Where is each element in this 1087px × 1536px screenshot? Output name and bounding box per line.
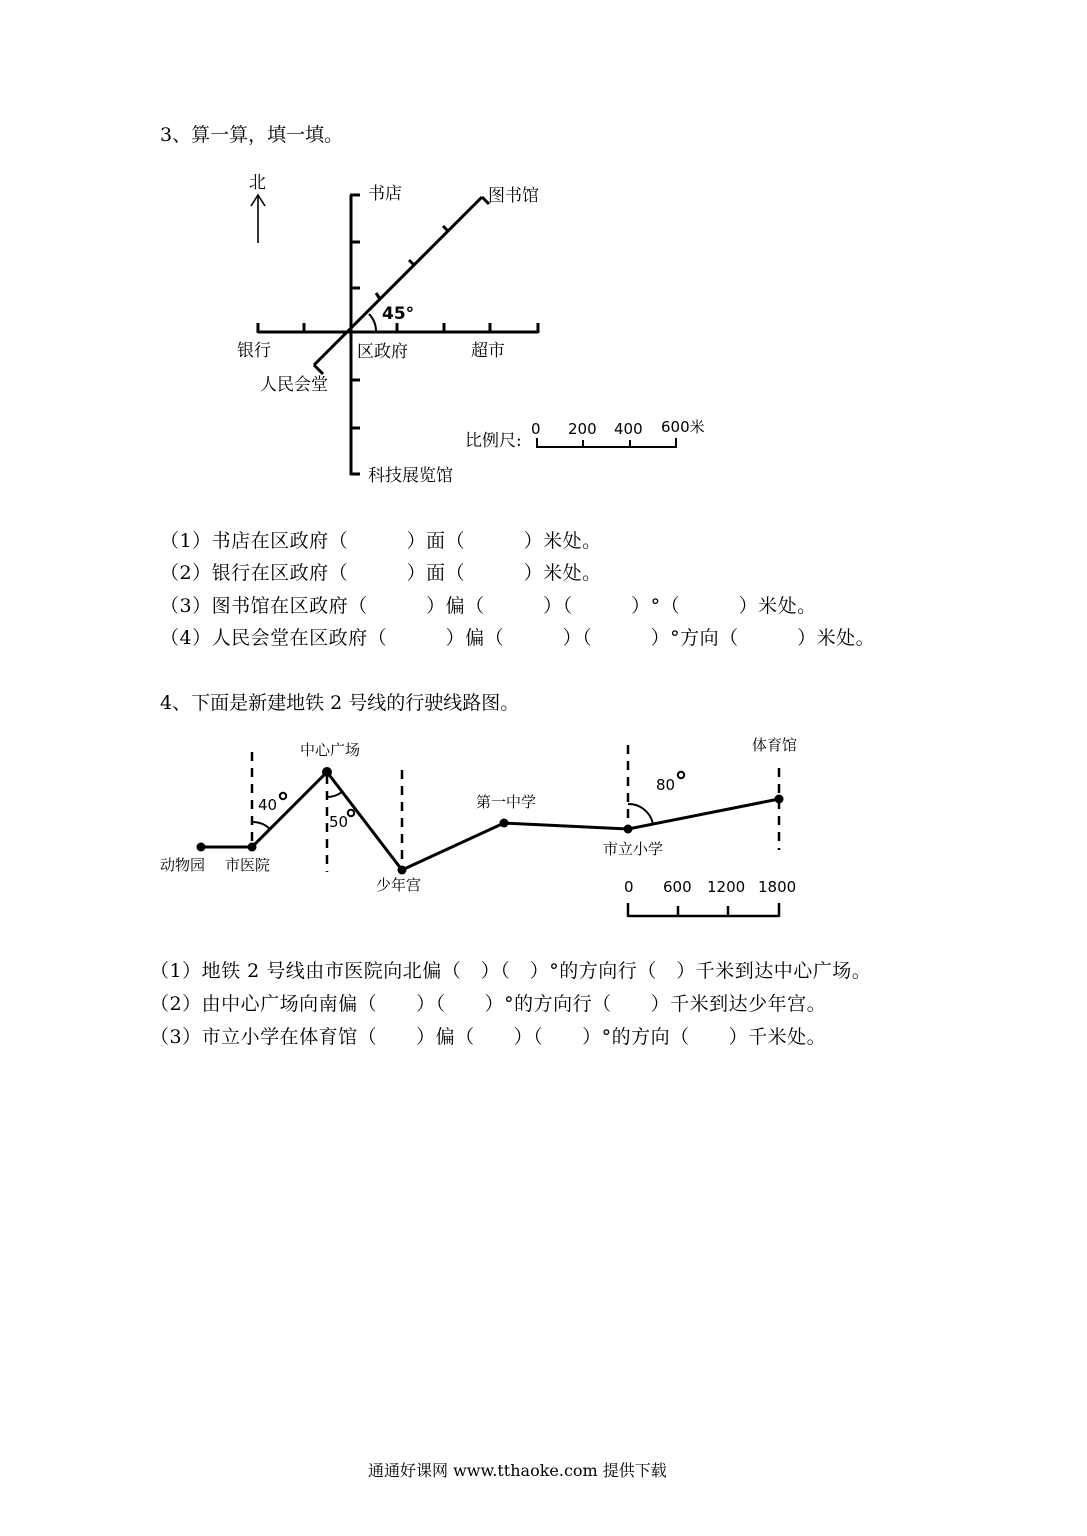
station-dot-primary-school bbox=[624, 825, 633, 834]
q4-question-3: （3）市立小学在体育馆（ ）偏（ ）（ ）°的方向（ ）千米处。 bbox=[150, 1026, 827, 1048]
degree-icon-80 bbox=[678, 772, 684, 778]
station-dot-youth-palace bbox=[398, 866, 407, 875]
station-dot-zoo bbox=[197, 843, 206, 852]
q3-question-2: （2）银行在区政府（ ）面（ ）米处。 bbox=[160, 562, 602, 584]
q4-scale-tick-1200: 1200 bbox=[707, 878, 746, 896]
q3-question-3: （3）图书馆在区政府（ ）偏（ ）（ ）°（ ）米处。 bbox=[160, 595, 817, 617]
q4-scale-tick-1800: 1800 bbox=[758, 878, 797, 896]
label-primary-school: 市立小学 bbox=[603, 840, 664, 858]
q4-scale-bar bbox=[628, 903, 779, 917]
label-sci-museum: 科技展览馆 bbox=[368, 466, 453, 486]
subway-line-2-route bbox=[201, 772, 779, 870]
label-bookstore: 书店 bbox=[368, 184, 402, 204]
q3-question-4: （4）人民会堂在区政府（ ）偏（ ）（ ）°方向（ ）米处。 bbox=[160, 627, 876, 649]
angle-arc-40 bbox=[252, 822, 270, 829]
station-dot-hospital bbox=[248, 843, 257, 852]
label-no1-middle: 第一中学 bbox=[476, 793, 537, 811]
label-youth-palace: 少年宫 bbox=[376, 876, 422, 894]
q3-title: 3、算一算，填一填。 bbox=[160, 124, 344, 146]
q4-question-2: （2）由中心广场向南偏（ ）（ ）°的方向行（ ）千米到达少年宫。 bbox=[150, 993, 827, 1015]
label-hospital: 市医院 bbox=[225, 856, 271, 874]
q3-scale-tick-400: 400 bbox=[614, 420, 643, 438]
q3-scale-tick-600: 600米 bbox=[661, 418, 705, 436]
north-label: 北 bbox=[249, 173, 266, 193]
label-bank: 银行 bbox=[237, 341, 271, 361]
q4-question-1: （1）地铁 2 号线由市医院向北偏（ ）（ ）°的方向行（ ）千米到达中心广场。 bbox=[150, 960, 872, 982]
station-dot-stadium bbox=[775, 795, 784, 804]
angle-label-80: 80 bbox=[656, 776, 676, 794]
angle-label-50: 50 bbox=[329, 813, 349, 831]
q3-scale-tick-200: 200 bbox=[568, 420, 597, 438]
q4-scale-tick-600: 600 bbox=[663, 878, 692, 896]
q3-question-1: （1）书店在区政府（ ）面（ ）米处。 bbox=[160, 530, 602, 552]
angle-arc-80 bbox=[628, 804, 653, 824]
footer-credit: 通通好课网 www.tthaoke.com 提供下载 bbox=[368, 1461, 667, 1480]
label-district-gov: 区政府 bbox=[357, 342, 408, 362]
q4-title: 4、下面是新建地铁 2 号线的行驶线路图。 bbox=[160, 692, 520, 714]
label-stadium: 体育馆 bbox=[752, 736, 798, 754]
angle-arc-50 bbox=[327, 792, 342, 797]
degree-icon-50 bbox=[348, 810, 354, 816]
station-dot-center-square bbox=[322, 767, 332, 777]
q3-scale-tick-0: 0 bbox=[531, 420, 541, 438]
degree-icon-40 bbox=[280, 793, 286, 799]
label-supermarket: 超市 bbox=[471, 341, 505, 361]
label-center-square: 中心广场 bbox=[300, 741, 361, 759]
station-dot-no1-middle bbox=[500, 819, 509, 828]
station-dots bbox=[197, 767, 784, 875]
label-zoo: 动物园 bbox=[160, 856, 206, 874]
q3-scale-label: 比例尺: bbox=[465, 431, 522, 451]
label-library: 图书馆 bbox=[488, 186, 539, 206]
angle-label-40: 40 bbox=[258, 796, 278, 814]
label-peoples-hall: 人民会堂 bbox=[260, 375, 328, 395]
angle-label-45: 45° bbox=[382, 304, 415, 324]
q4-scale-tick-0: 0 bbox=[624, 878, 634, 896]
